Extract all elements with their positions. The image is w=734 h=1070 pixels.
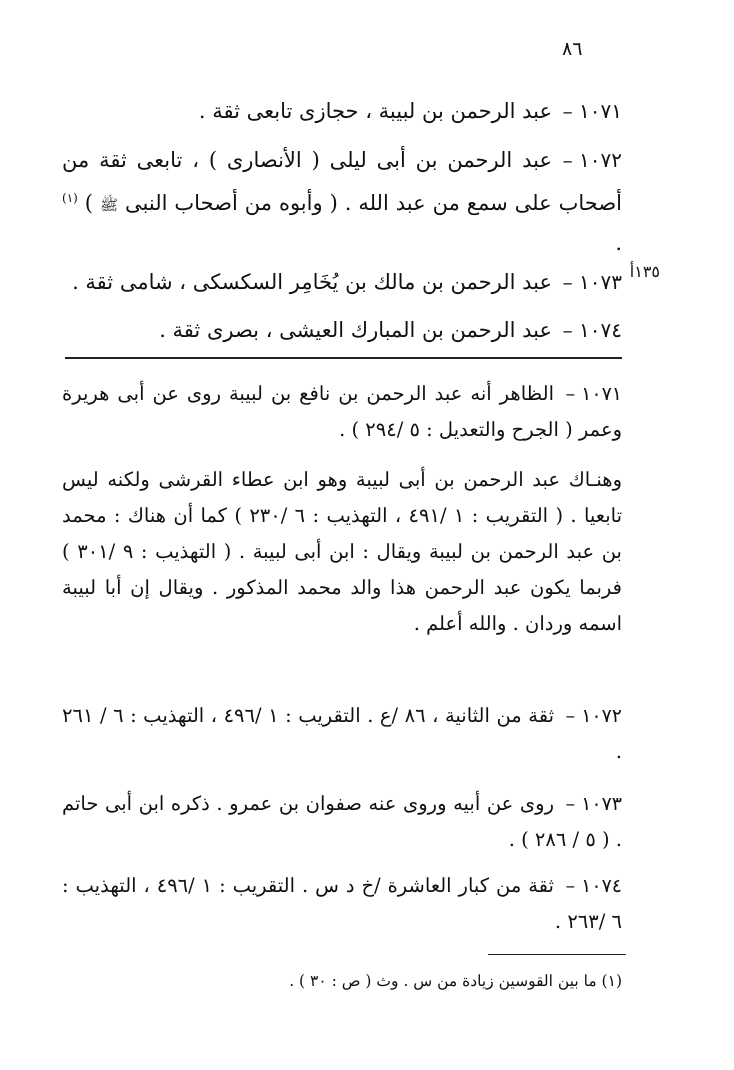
note-text: الظاهر أنه عبد الرحمن بن نافع بن لبيبة روى عن أبى هريرة وعمر ( الجرح والتعديل : ٥ /٢٩٤ ) . [62,382,622,441]
footnote: (١) ما بين القوسين زيادة من س . وث ( ص : ٣٠ ) . [289,972,622,990]
entry-number: ١٠٧١ – [562,99,622,123]
entry-1074 [62,311,622,349]
footnote-separator-line [488,954,626,955]
note-text: ثقة من كبار العاشرة /خ د س . التقريب : ١ /٤٩٦ ، التهذيب : ٦ /٢٦٣ . [62,874,622,933]
note-1074 [62,868,622,940]
entry-text: عبد الرحمن بن أبى ليلى ( الأنصارى ) ، تابعى ثقة من أصحاب على سمع من عبد الله . ( وأبوه من أصحاب النبى [62,148,622,215]
note-paragraph [62,462,622,642]
note-text: وهنـاك عبد الرحمن بن أبى لبيبة وهو ابن عطاء القرشى ولكنه ليس تابعيا . ( التقريب : ١ /٤٩١ ، التهذيب : ٦ /٢٣٠ ) كما أن هناك : محمد بن عبد الرحمن بن لبيبة ويقال : ابن أبى لبيبة . ( التهذيب : ٩ /٣٠١ ) فربما يكون عبد الرحمن هذا والد محمد المذكور . ويقال إن أبا لبيبة اسمه وردان . والله أعلم . [62,468,623,635]
entry-text: عبد الرحمن بن مالك بن يُخَامِر السكسكى ، شامى ثقة . [72,270,552,294]
note-1073 [62,786,622,858]
note-number: ١٠٧١ – [565,383,622,405]
note-text: روى عن أبيه وروى عنه صفوان بن عمرو . ذكره ابن أبى حاتم . ( ٥ / ٢٨٦ ) . [62,792,622,851]
entry-number: ١٠٧٢ – [562,148,622,172]
note-number: ١٠٧٣ – [565,793,622,815]
note-1071 [62,376,622,642]
entry-number: ١٠٧٤ – [562,318,622,342]
honorific-symbol: ﷺ [99,196,119,214]
note-number: ١٠٧٢ – [565,705,623,727]
entry-1071 [62,92,622,130]
notes-separator-line [65,357,622,359]
entry-1073 [62,263,622,301]
entry-text-end: . [615,231,622,255]
entry-number: ١٠٧٣ – [562,270,622,294]
entry-text: عبد الرحمن بن لبيبة ، حجازى تابعى ثقة . [198,99,552,123]
page-number: ٨٦ [562,38,583,60]
note-text: ثقة من الثانية ، ٨٦ /ع . التقريب : ١ /٤٩٦ ، التهذيب : ٦ / ٢٦١ . [62,704,622,763]
manuscript-folio-marker: ١٣٥أ [629,262,660,281]
entry-1072 [62,141,622,262]
note-paragraph [62,376,622,448]
note-1072 [62,698,622,770]
note-number: ١٠٧٤ – [565,875,622,897]
entry-text: عبد الرحمن بن المبارك العيشى ، بصرى ثقة . [159,318,552,342]
footnote-reference: (١) [62,191,78,205]
entry-text-tail: ) [77,191,100,215]
